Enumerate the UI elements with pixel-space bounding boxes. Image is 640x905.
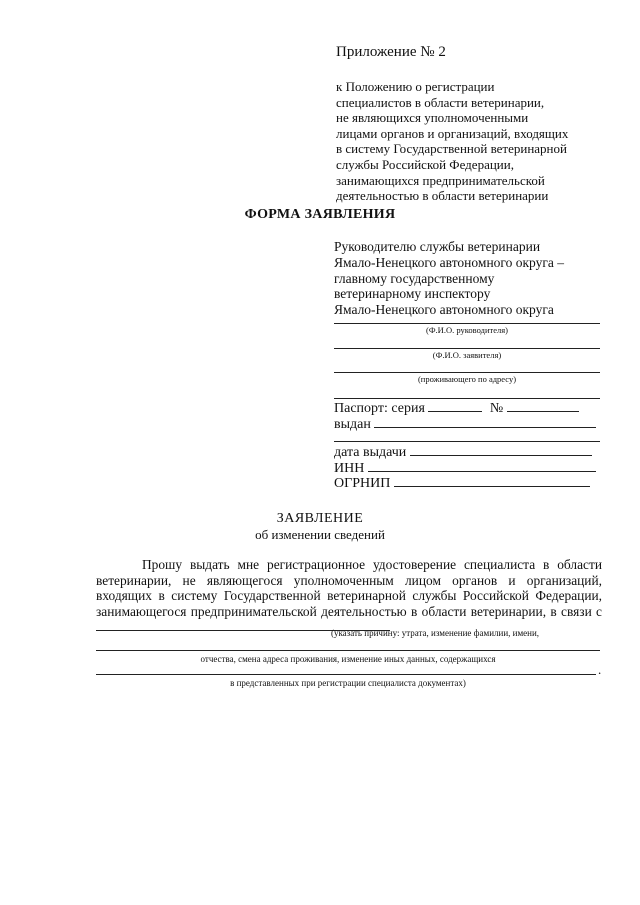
passport-series-label: Паспорт: серия — [334, 401, 425, 416]
reason-caption-2: отчества, смена адреса проживания, изменение иных данных, содержащихся — [200, 654, 496, 664]
applicant-name-caption: (Ф.И.О. заявителя) — [432, 350, 502, 360]
issued-by-row — [334, 415, 596, 433]
appendix-line: занимающихся предпринимательской — [336, 172, 545, 188]
statement-subheading: об изменении сведений — [255, 527, 385, 542]
statement-paragraph — [96, 557, 602, 635]
passport-number-label: № — [489, 401, 504, 416]
reason-field-3[interactable] — [96, 674, 596, 675]
issued-by-field[interactable] — [374, 415, 596, 428]
addressee-block — [334, 239, 614, 318]
addressee-line: Ямало-Ненецкого автономного округа – — [334, 254, 565, 270]
appendix-line: деятельностью в области ветеринарии — [336, 188, 549, 204]
reason-field-2[interactable] — [96, 650, 600, 651]
reason-caption-3: в представленных при регистрации специалиста документах) — [230, 678, 466, 688]
addressee-line: ветеринарному инспектору — [334, 286, 491, 302]
appendix-title: Приложение № 2 — [336, 44, 446, 60]
address-caption: (проживающего по адресу) — [417, 374, 517, 384]
issue-date-label: дата выдачи — [334, 445, 407, 460]
head-name-field[interactable] — [334, 323, 600, 324]
appendix-line: не являющихся уполномоченными — [336, 110, 529, 126]
appendix-line: к Положению о регистрации — [336, 79, 495, 94]
reason-caption-1: (указать причину: утрата, изменение фамилии, имени, — [330, 628, 540, 638]
appendix-line: в систему Государственной ветеринарной — [336, 141, 567, 157]
ogrnip-label: ОГРНИП — [334, 476, 391, 491]
inn-field[interactable] — [368, 459, 596, 472]
inn-label: ИНН — [334, 461, 365, 476]
ogrnip-field[interactable] — [394, 474, 590, 487]
form-title: ФОРМА ЗАЯВЛЕНИЯ — [244, 207, 396, 222]
appendix-line: службы Российской Федерации, — [336, 156, 514, 172]
appendix-reference — [336, 79, 606, 204]
statement-text: Прошу выдать мне регистрационное удостоверение специалиста в области ветеринарии, не являющегося уполномоченным лицом органов и организаций, входящих в систему Государственной ветеринарной службы Российской Федерации, занимающегося предпринимательской деятельностью в области ветеринарии, в связи с — [96, 557, 602, 619]
applicant-name-field[interactable] — [334, 348, 600, 349]
issued-by-label: выдан — [334, 417, 371, 432]
appendix-line: специалистов в области ветеринарии, — [336, 94, 545, 110]
end-period: . — [598, 662, 602, 677]
passport-series-field[interactable] — [428, 399, 482, 412]
ogrnip-row — [334, 474, 590, 492]
addressee-line: Руководителю службы ветеринарии — [334, 239, 541, 254]
addressee-line: Ямало-Ненецкого автономного округа — [334, 302, 554, 318]
appendix-line: лицами органов и организаций, входящих — [336, 125, 569, 141]
issue-date-field[interactable] — [410, 443, 592, 456]
address-field[interactable] — [334, 372, 600, 373]
issued-by-field-2[interactable] — [334, 441, 600, 442]
head-name-caption: (Ф.И.О. руководителя) — [426, 325, 508, 335]
passport-number-field[interactable] — [507, 399, 579, 412]
statement-heading: ЗАЯВЛЕНИЕ — [276, 511, 364, 526]
addressee-line: главному государственному — [334, 270, 495, 286]
